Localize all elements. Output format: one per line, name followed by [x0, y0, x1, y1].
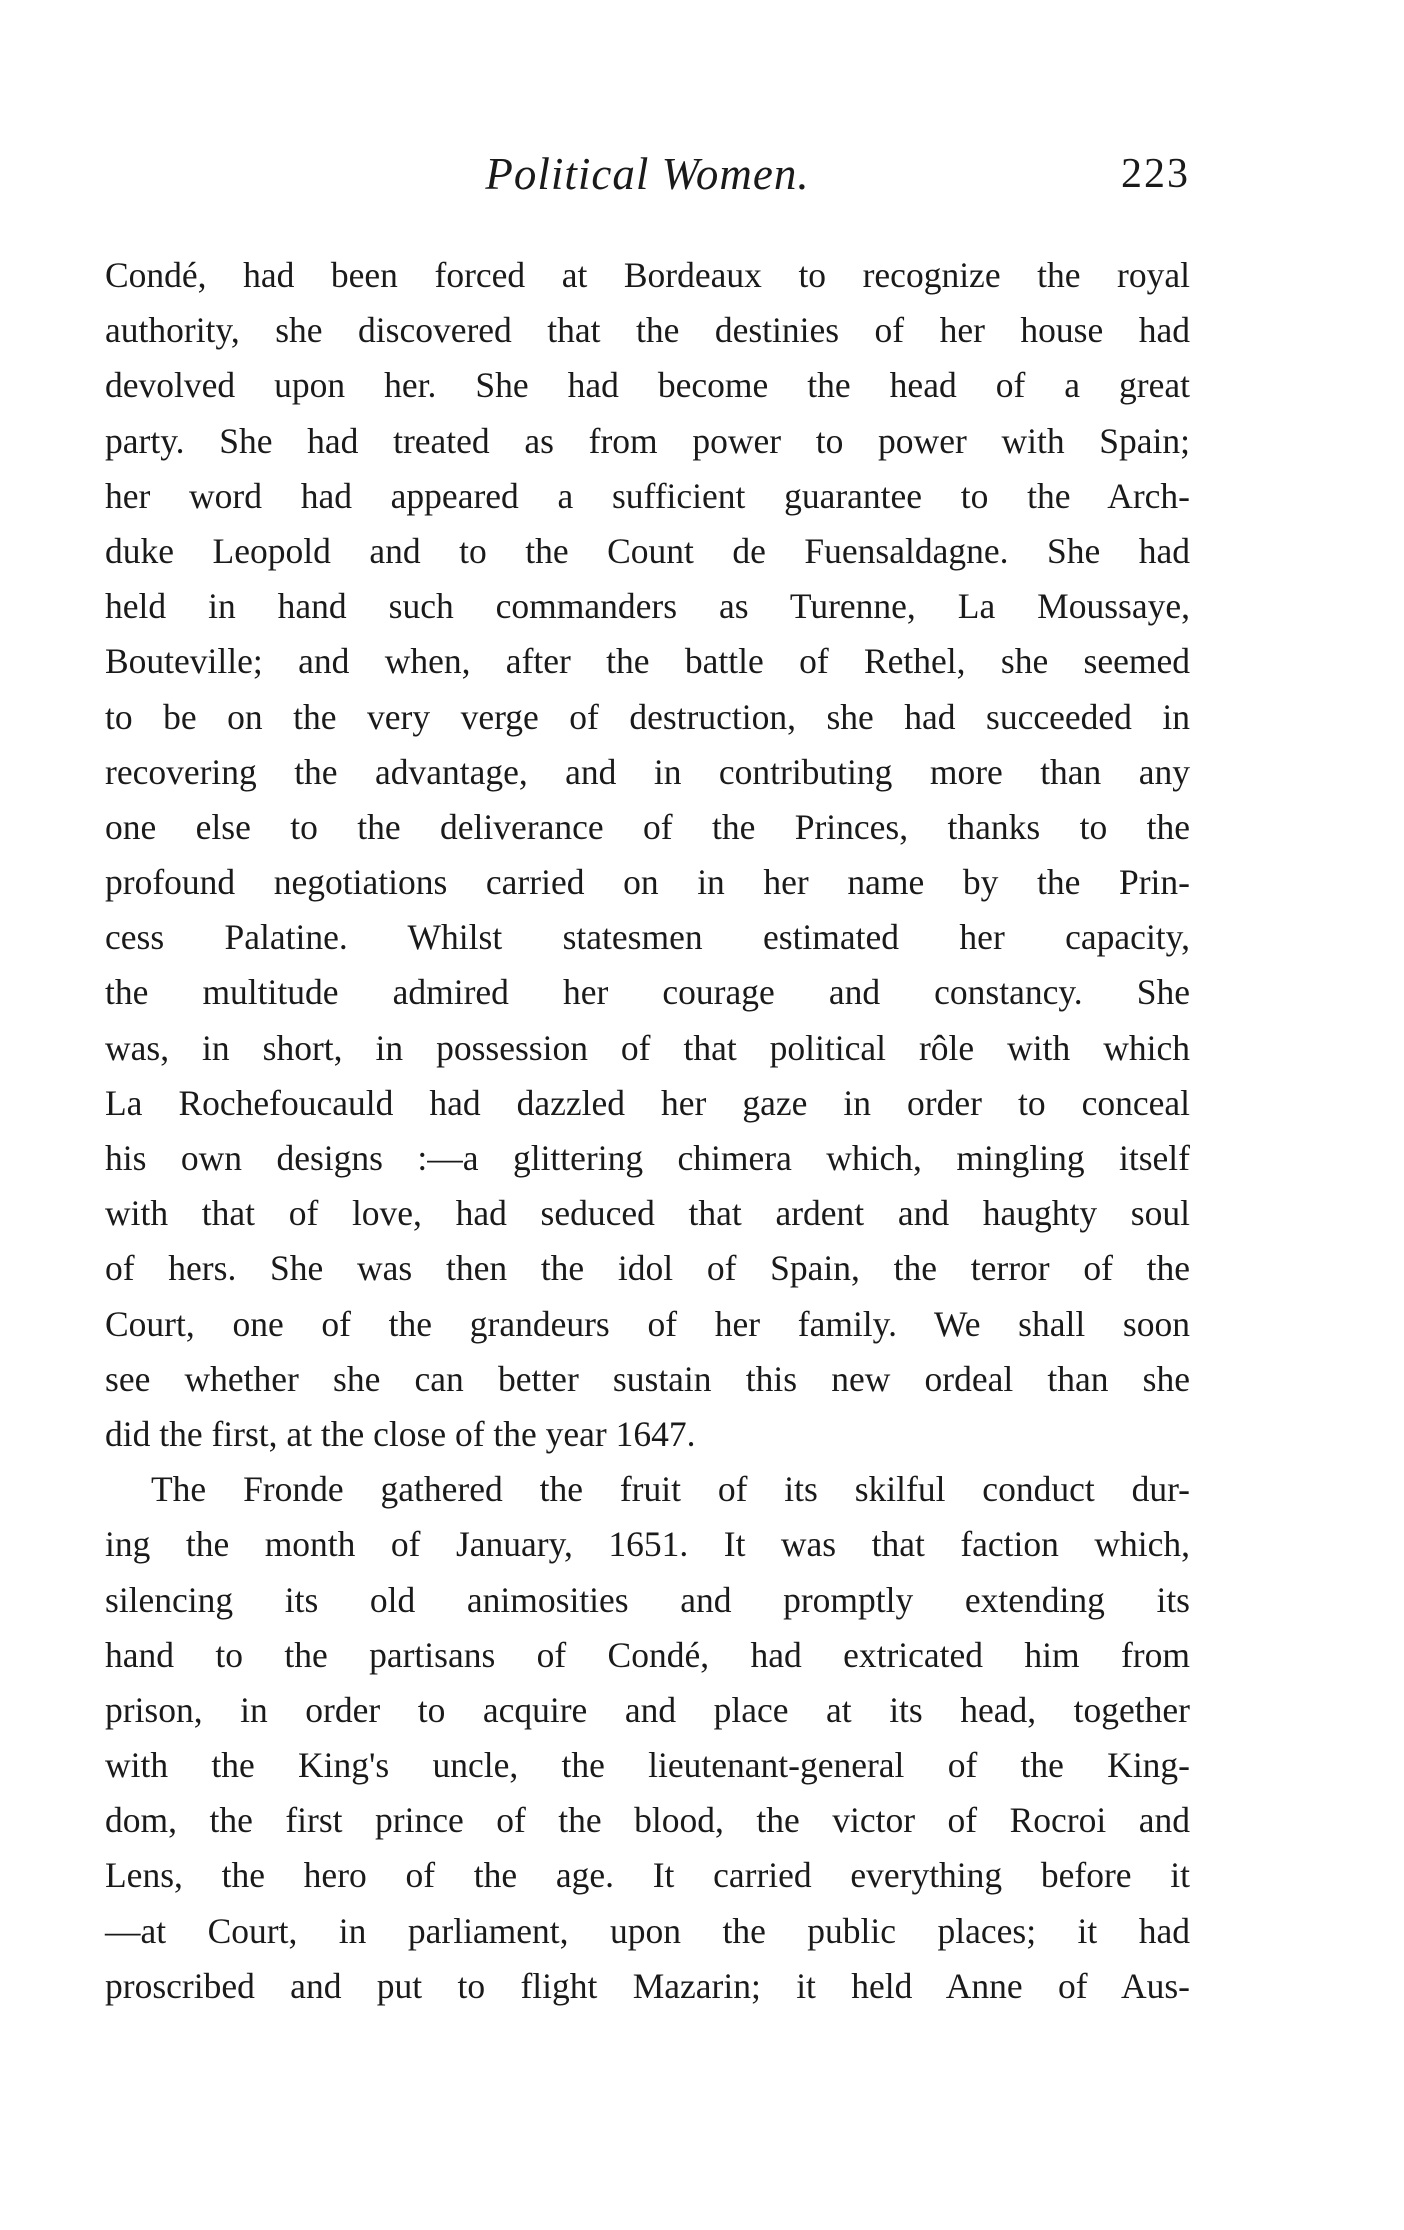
text-line: Lens, the hero of the age. It carried everything before it [105, 1855, 1190, 1896]
text-line: hand to the partisans of Condé, had extricated him from [105, 1634, 1190, 1675]
text-line: the multitude admired her courage and constancy. She [105, 972, 1190, 1013]
text-line: held in hand such commanders as Turenne, La Moussaye, [105, 586, 1190, 627]
text-line: Bouteville; and when, after the battle of Rethel, she seemed [105, 641, 1190, 682]
text-line: dom, the first prince of the blood, the victor of Rocroi and [105, 1800, 1190, 1841]
text-line: ing the month of January, 1651. It was that faction which, [105, 1524, 1190, 1565]
text-line: his own designs :—a glittering chimera which, mingling itself [105, 1138, 1190, 1178]
text-line: see whether she can better sustain this new ordeal than she [105, 1358, 1190, 1399]
text-line: cess Palatine. Whilst statesmen estimated her capacity, [105, 917, 1190, 958]
text-line: with the King's uncle, the lieutenant-general of the King- [105, 1745, 1190, 1786]
text-line: to be on the very verge of destruction, she had succeeded in [105, 696, 1190, 737]
text-line: The Fronde gathered the fruit of its skilful conduct dur- [151, 1469, 1190, 1510]
paragraph-1 [105, 248, 1190, 1462]
text-line: devolved upon her. She had become the head of a great [105, 365, 1190, 406]
text-line: Condé, had been forced at Bordeaux to recognize the royal [105, 255, 1190, 295]
text-line: recovering the advantage, and in contributing more than any [105, 751, 1190, 792]
text-line: was, in short, in possession of that political rôle with which [105, 1027, 1190, 1068]
text-line: did the first, at the close of the year 1647. [105, 1413, 696, 1454]
paragraph-2 [105, 1462, 1190, 2014]
text-line: profound negotiations carried on in her name by the Prin- [105, 862, 1190, 903]
running-title: Political Women. [485, 149, 810, 199]
page-header [105, 144, 1190, 204]
text-line: one else to the deliverance of the Princes, thanks to the [105, 806, 1190, 847]
text-line: proscribed and put to flight Mazarin; it held Anne of Aus- [105, 1965, 1190, 2006]
text-line: La Rochefoucauld had dazzled her gaze in order to conceal [105, 1082, 1190, 1123]
text-line: silencing its old animosities and promptly extending its [105, 1579, 1190, 1620]
text-line: Court, one of the grandeurs of her family. We shall soon [105, 1303, 1190, 1344]
page-number: 223 [1121, 151, 1190, 197]
text-line: —at Court, in parliament, upon the public places; it had [105, 1910, 1190, 1951]
text-line: with that of love, had seduced that ardent and haughty soul [105, 1193, 1190, 1234]
text-line: authority, she discovered that the destinies of her house had [105, 310, 1190, 351]
text-line: party. She had treated as from power to power with Spain; [105, 420, 1190, 461]
body-text [105, 248, 1190, 2014]
text-line: duke Leopold and to the Count de Fuensaldagne. She had [105, 530, 1190, 571]
text-line: her word had appeared a sufficient guarantee to the Arch- [105, 475, 1190, 516]
text-line: prison, in order to acquire and place at its head, together [105, 1689, 1190, 1730]
text-line: of hers. She was then the idol of Spain, the terror of the [105, 1248, 1190, 1289]
